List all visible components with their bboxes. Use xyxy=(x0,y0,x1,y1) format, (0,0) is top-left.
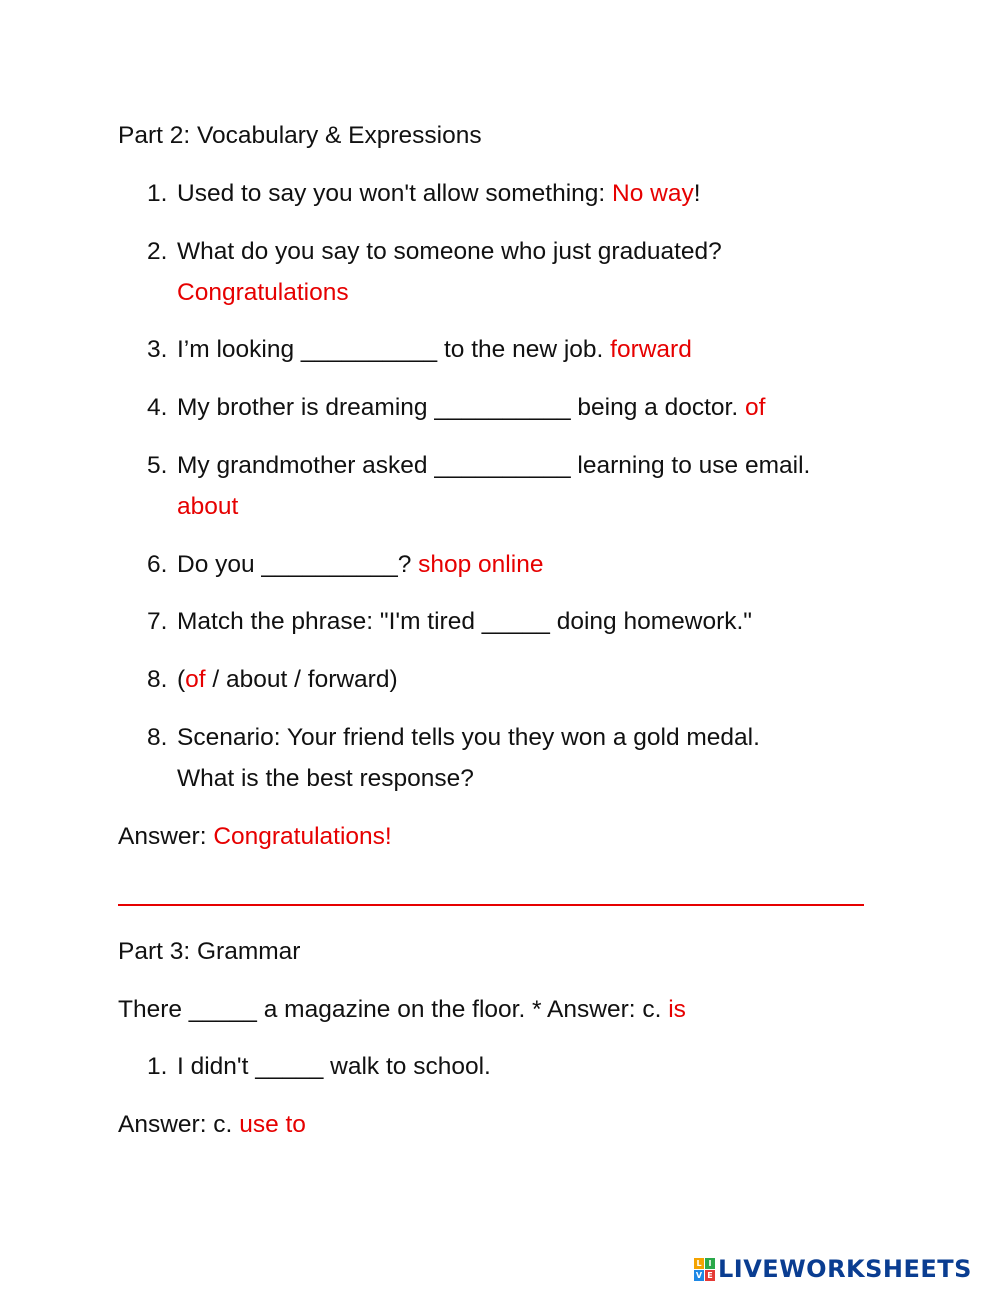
item-number: 2. xyxy=(147,238,168,265)
item-number: 1. xyxy=(147,180,168,207)
part3-heading: Part 3: Grammar xyxy=(118,938,301,965)
part3-sentence xyxy=(118,995,686,1025)
question-3 xyxy=(177,335,692,365)
logo-cell: L xyxy=(694,1258,704,1269)
answer-text: shop online xyxy=(418,551,544,578)
question-text: My brother is dreaming __________ being a doctor. xyxy=(177,394,745,421)
question-text: I’m looking __________ to the new job. xyxy=(177,336,611,363)
answer-text: Congratulations xyxy=(177,279,349,306)
part3-question-1: I didn't _____ walk to school. xyxy=(177,1053,491,1080)
part3-answer xyxy=(118,1110,306,1140)
logo-cell: V xyxy=(695,1270,703,1280)
question-text: Do you __________? xyxy=(177,551,419,578)
question-2: What do you say to someone who just graduated? xyxy=(177,238,722,265)
options-open: ( xyxy=(177,666,186,693)
part2-answer xyxy=(118,822,392,852)
logo-cell: E xyxy=(705,1270,715,1281)
question-4 xyxy=(177,393,765,423)
liveworksheets-logo xyxy=(694,1256,972,1282)
item-number: 8. xyxy=(147,724,168,751)
question-1 xyxy=(177,179,701,209)
item-number: 7. xyxy=(147,608,168,635)
question-8-scenario: Scenario: Your friend tells you they won a gold medal. xyxy=(177,724,760,751)
logo-text: LIVEWORKSHEETS xyxy=(718,1255,972,1283)
section-divider xyxy=(118,904,864,906)
item-number: 6. xyxy=(147,551,168,578)
item-number: 1. xyxy=(147,1053,168,1080)
logo-cell: I xyxy=(705,1258,715,1269)
answer-text: is xyxy=(668,996,686,1023)
answer-text: Congratulations! xyxy=(213,823,392,850)
item-number: 4. xyxy=(147,394,168,421)
item-number: 5. xyxy=(147,452,168,479)
part2-heading: Part 2: Vocabulary & Expressions xyxy=(118,122,482,149)
answer-text: about xyxy=(177,493,239,520)
answer-label: Answer: xyxy=(118,823,214,850)
item-number: 8. xyxy=(147,666,168,693)
answer-text: forward xyxy=(610,336,692,363)
question-7: Match the phrase: "I'm tired _____ doing homework." xyxy=(177,608,752,635)
answer-text: of xyxy=(185,666,206,693)
question-tail: ! xyxy=(693,180,701,207)
question-text: Used to say you won't allow something: xyxy=(177,180,613,207)
logo-icon xyxy=(694,1258,715,1281)
sentence-text: There _____ a magazine on the floor. * Answer: c. xyxy=(118,996,669,1023)
question-5: My grandmother asked __________ learning to use email. xyxy=(177,452,811,479)
question-8-scenario-cont: What is the best response? xyxy=(177,765,474,792)
options-rest: / about / forward) xyxy=(205,666,398,693)
item-number: 3. xyxy=(147,336,168,363)
answer-text: of xyxy=(744,394,766,421)
answer-text: No way xyxy=(612,180,694,207)
answer-text: use to xyxy=(239,1111,306,1138)
question-6 xyxy=(177,550,543,580)
answer-label: Answer: c. xyxy=(118,1111,240,1138)
question-8-options xyxy=(177,665,398,695)
